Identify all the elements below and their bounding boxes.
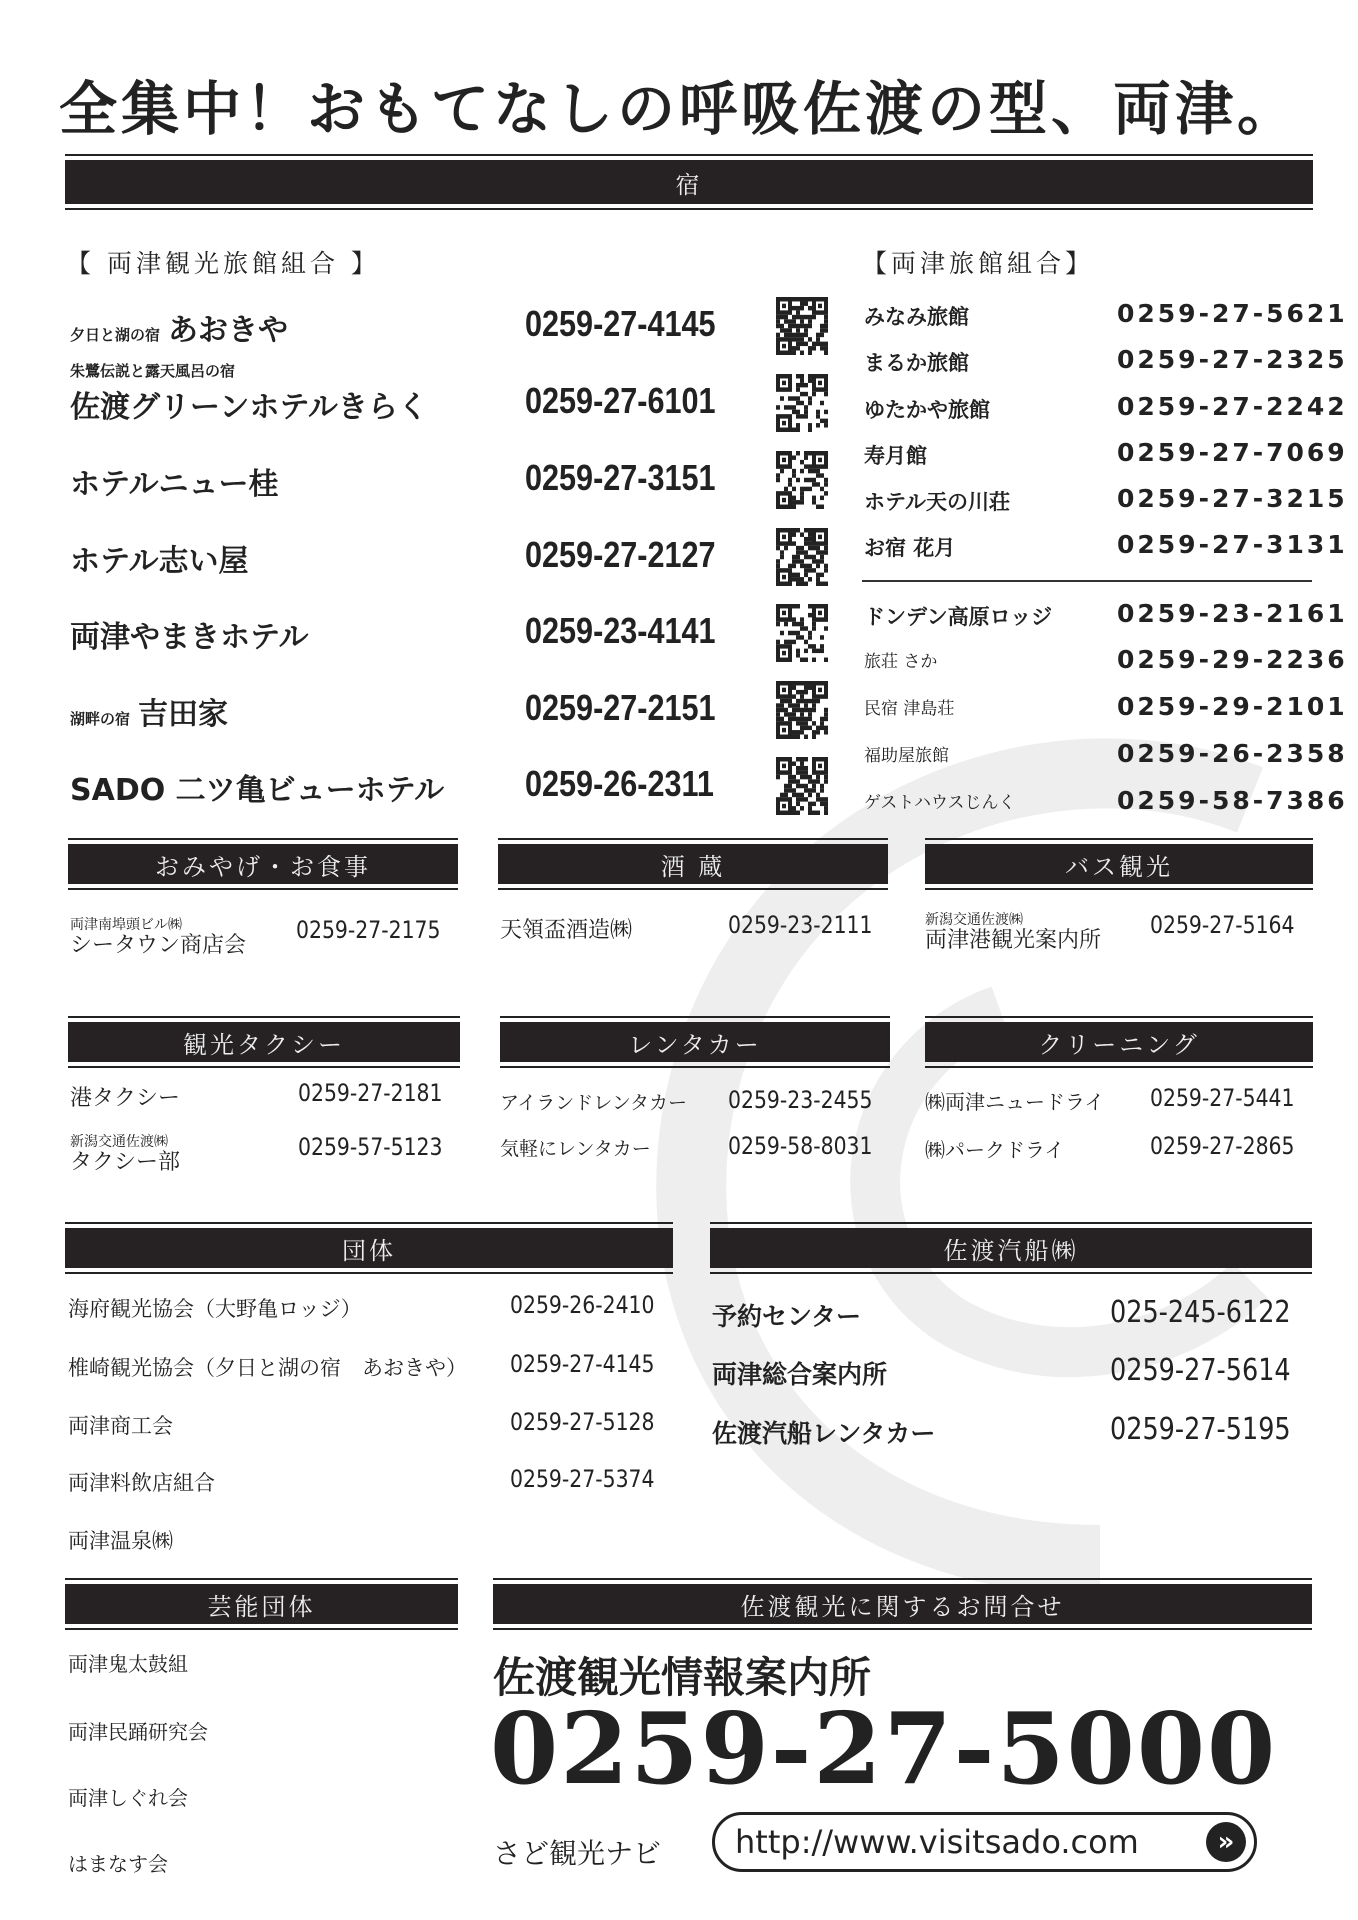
url-link[interactable] (712, 1812, 1257, 1872)
entry-phone: 0259-58-8031 (728, 1132, 873, 1160)
inn-name: 旅荘 さか (864, 652, 938, 672)
office-name: 佐渡観光情報案内所 (493, 1653, 872, 1702)
section-header-label: 観光タクシー (68, 1022, 460, 1062)
entry-name: 海府観光協会（大野亀ロッジ） (68, 1297, 362, 1321)
entry-phone: 0259-27-5441 (1150, 1084, 1295, 1112)
inn-name: 寿月館 (864, 444, 927, 468)
section-header-label: おみやげ・お食事 (68, 844, 458, 884)
arts-group-name: 両津民踊研究会 (68, 1720, 208, 1744)
section-header-label: 佐渡観光に関するお問合せ (493, 1584, 1312, 1624)
company-parent: 新潟交通佐渡㈱ (70, 1134, 168, 1150)
inn-name: ドンデン高原ロッジ (864, 605, 1053, 629)
hotel-name: ホテルニュー桂 (70, 467, 279, 502)
inn-name: まるか旅館 (864, 351, 969, 375)
inn-phone: 0259-58-7386 (1117, 786, 1348, 815)
entry-name: 気軽にレンタカー (500, 1138, 651, 1160)
group-label: 【両津旅館組合】 (862, 249, 1095, 278)
hotel-name-row (70, 689, 228, 733)
url-text: http://www.visitsado.com (735, 1823, 1139, 1861)
section-header-label: 宿 (65, 160, 1313, 204)
section-header-ferry (710, 1222, 1312, 1274)
entry-phone: 0259-27-5164 (1150, 911, 1295, 939)
hotel-phone: 0259-27-3151 (525, 457, 716, 498)
section-header-label: 団体 (65, 1228, 673, 1268)
entry-phone: 0259-26-2410 (510, 1291, 655, 1319)
inn-phone: 0259-29-2236 (1117, 645, 1348, 674)
entry-name: シータウン商店会 (70, 933, 247, 958)
qr-code-icon[interactable] (776, 528, 828, 586)
qr-code-icon[interactable] (776, 297, 828, 355)
section-header-label: 芸能団体 (65, 1584, 458, 1624)
inn-phone: 0259-27-3215 (1117, 484, 1348, 513)
section-header-rental (500, 1016, 890, 1068)
inn-name: お宿 花月 (864, 536, 956, 560)
entry-phone: 0259-27-5614 (1110, 1353, 1291, 1388)
page-title: 全集中！おもてなしの呼吸佐渡の型、両津。 (58, 75, 1299, 143)
section-header-groups (65, 1222, 673, 1274)
hotel-phone: 0259-27-6101 (525, 380, 716, 421)
entry-name: アイランドレンタカー (500, 1092, 688, 1114)
navi-label: さど観光ナビ (493, 1837, 662, 1870)
hotel-name: 吉田家 (138, 697, 229, 732)
section-header-inquiry (493, 1578, 1312, 1630)
hotel-name: あおきや (168, 313, 289, 348)
entry-phone: 0259-27-5128 (510, 1408, 655, 1436)
inn-phone: 0259-27-2242 (1117, 392, 1348, 421)
entry-phone: 0259-27-2865 (1150, 1132, 1295, 1160)
entry-phone: 0259-27-4145 (510, 1350, 655, 1378)
inn-name: 民宿 津島荘 (864, 699, 955, 719)
hotel-name: 佐渡グリーンホテルきらく (70, 390, 428, 425)
group-label: 【 両津観光旅館組合 】 (66, 249, 380, 278)
company-parent: 両津南埠頭ビル㈱ (70, 917, 182, 933)
hotel-tagline: 朱鷺伝説と露天風呂の宿 (70, 362, 236, 380)
section-header-label: 酒 蔵 (498, 844, 888, 884)
entry-name: 港タクシー (70, 1086, 181, 1111)
main-phone: 0259-27-5000 (490, 1692, 1278, 1807)
qr-code-icon[interactable] (776, 374, 828, 432)
section-header-bus (925, 838, 1313, 890)
inn-name: みなみ旅館 (864, 305, 969, 329)
entry-name: ㈱パークドライ (925, 1138, 1065, 1162)
inn-phone: 0259-26-2358 (1117, 739, 1348, 768)
entry-phone: 0259-27-5374 (510, 1465, 655, 1493)
inn-phone: 0259-23-2161 (1117, 599, 1348, 628)
hotel-name: ホテル志い屋 (70, 544, 249, 579)
hotel-phone: 0259-23-4141 (525, 610, 716, 651)
company-parent: 新潟交通佐渡㈱ (925, 912, 1023, 928)
section-header-cleaning (925, 1016, 1313, 1068)
entry-name: 両津温泉㈱ (68, 1529, 173, 1553)
inn-phone: 0259-27-5621 (1117, 299, 1348, 328)
section-header-sake (498, 838, 888, 890)
inn-name: ホテル天の川荘 (864, 490, 1010, 514)
entry-name: 佐渡汽船レンタカー (712, 1419, 936, 1448)
qr-code-icon[interactable] (776, 604, 828, 662)
section-header-arts (65, 1578, 458, 1630)
qr-code-icon[interactable] (776, 681, 828, 739)
entry-name: タクシー部 (70, 1150, 181, 1175)
inn-name: 福助屋旅館 (864, 746, 949, 766)
entry-name: 両津港観光案内所 (925, 928, 1102, 953)
entry-name: 予約センター (712, 1302, 862, 1331)
entry-name: 両津総合案内所 (712, 1360, 888, 1389)
hotel-phone: 0259-27-4145 (525, 303, 716, 344)
entry-phone: 0259-57-5123 (298, 1133, 443, 1161)
arts-group-name: 両津鬼太鼓組 (68, 1652, 188, 1676)
hotel-phone: 0259-26-2311 (525, 763, 714, 804)
section-header-taxi (68, 1016, 460, 1068)
inn-phone: 0259-29-2101 (1117, 692, 1348, 721)
inn-name: ゲストハウスじんく (864, 793, 1016, 813)
qr-code-icon[interactable] (776, 451, 828, 509)
entry-name: 天領盃酒造㈱ (500, 918, 633, 943)
section-header-label: 佐渡汽船㈱ (710, 1228, 1312, 1268)
entry-name: 両津商工会 (68, 1414, 173, 1438)
section-header-label: バス観光 (925, 844, 1313, 884)
hotel-name: SADO 二ツ亀ビューホテル (70, 773, 445, 808)
hotel-phone: 0259-27-2151 (525, 687, 716, 728)
inn-name: ゆたかや旅館 (864, 398, 990, 422)
qr-code-icon[interactable] (776, 757, 828, 815)
entry-phone: 0259-27-5195 (1110, 1412, 1291, 1447)
entry-phone: 0259-23-2111 (728, 911, 873, 939)
arts-group-name: はまなす会 (68, 1852, 168, 1876)
hotel-name: 両津やまきホテル (70, 620, 309, 655)
section-header-lodging (65, 154, 1313, 210)
entry-phone: 0259-27-2175 (296, 916, 441, 944)
entry-phone: 0259-23-2455 (728, 1086, 873, 1114)
hotel-tagline: 夕日と湖の宿 (70, 326, 161, 344)
arts-group-name: 両津しぐれ会 (68, 1786, 188, 1810)
entry-name: ㈱両津ニュードライ (925, 1090, 1105, 1114)
hotel-phone: 0259-27-2127 (525, 534, 716, 575)
section-header-label: クリーニング (925, 1022, 1313, 1062)
inn-phone: 0259-27-2325 (1117, 345, 1348, 374)
entry-name: 椎崎観光協会（夕日と湖の宿 あおきや） (68, 1356, 467, 1380)
section-header-souvenir (68, 838, 458, 890)
entry-phone: 025-245-6122 (1110, 1295, 1291, 1330)
inn-phone: 0259-27-3131 (1117, 530, 1348, 559)
divider (862, 580, 1312, 582)
hotel-tagline: 湖畔の宿 (70, 710, 131, 728)
entry-name: 両津料飲店組合 (68, 1471, 215, 1495)
entry-phone: 0259-27-2181 (298, 1079, 443, 1107)
section-header-label: レンタカー (500, 1022, 890, 1062)
hotel-name-row (70, 305, 288, 349)
double-chevron-right-icon: » (1206, 1822, 1246, 1862)
inn-phone: 0259-27-7069 (1117, 438, 1348, 467)
